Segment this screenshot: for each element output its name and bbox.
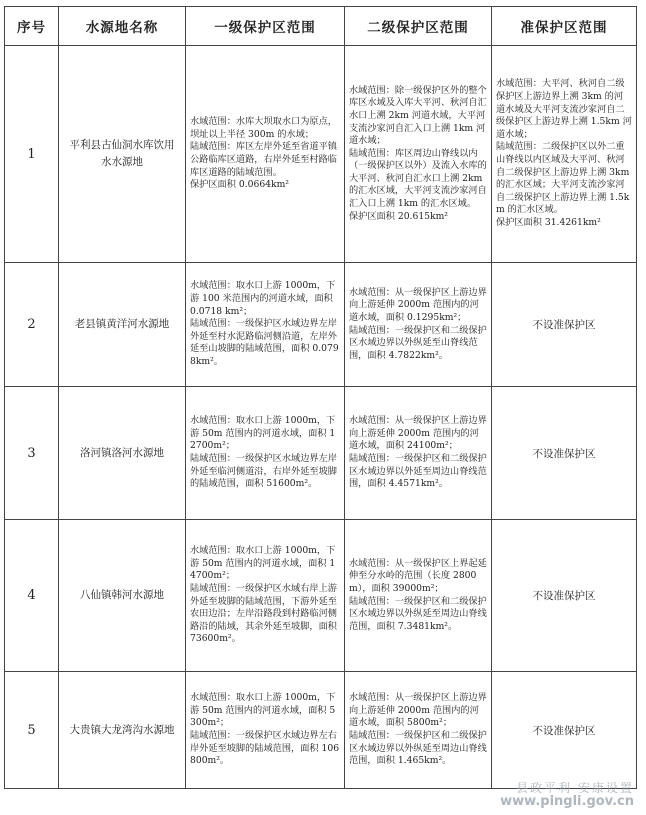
watermark-url: www.pingli.gov.cn bbox=[500, 794, 634, 809]
quasi-range: 不设准保护区 bbox=[492, 520, 637, 672]
row-index: 2 bbox=[5, 263, 59, 387]
water-source-protection-table bbox=[4, 6, 637, 789]
site-watermark bbox=[500, 781, 634, 809]
quasi-range: 水域范围：大平河、秋河自二级保护区上游边界上溯 3km 的河道水域及大平河支流沙家河自二级保护区上游边界上溯 1.5km 河道水域； 陆域范围：二级保护区以外二重山脊线以内区域及大平河、秋河自二级保护区上游边界上溯 3km 的汇水区域；大平河支流沙家河自二级保护区上游边界上溯 1.5km 的汇水区域。 保护区面积 31.4261km² bbox=[492, 46, 637, 263]
level1-range: 水域范围：取水口上游 1000m，下游 100 米范围内的河道水域，面积 0.0718 km²； 陆域范围：一级保护区水域边界左岸外延至村水泥路临河侧沿道，左岸外延至山坡脚的陆域范围，面积 0.0798km²。 bbox=[186, 263, 345, 387]
row-index: 5 bbox=[5, 672, 59, 789]
source-name: 八仙镇韩河水源地 bbox=[59, 520, 186, 672]
level1-range: 水域范围：取水口上游 1000m，下游 50m 范围内的河道水域，面积 5300m²； 陆域范围：一级保护区水域边界左右岸外延至坡脚的陆域范围，面积 106800m²。 bbox=[186, 672, 345, 789]
quasi-range: 不设准保护区 bbox=[492, 263, 637, 387]
level1-range: 水域范围：取水口上游 1000m，下游 50m 范围内的河道水域，面积 14700m²； 陆域范围：一级保护区水域右岸上游外延至坡脚的陆域范围，下游外延至农田边沿；左岸沿路段到村路临河侧路沿的陆域，其余外延至坡脚，面积 73600m²。 bbox=[186, 520, 345, 672]
level1-range: 水域范围：水库大坝取水口为原点，坝址以上半径 300m 的水域； 陆域范围：库区左岸外延至省道平镇公路临库区道路，右岸外延至村路临库区道路的陆域范围。 保护区面积 0.0664km² bbox=[186, 46, 345, 263]
table-row bbox=[5, 672, 637, 789]
level2-range: 水域范围：从一级保护区上游边界向上游延伸 2000m 范围内的河道水域，面积 5800m²； 陆域范围：一级保护区和二级保护区水域边界以外纵延至周边山脊线范围，面积 1.465km²。 bbox=[345, 672, 492, 789]
header-source-name: 水源地名称 bbox=[59, 7, 186, 46]
level2-range: 水域范围：从一级保护区上界起延伸至分水岭的范围（长度 2800m），面积 39000m²； 陆域范围：一级保护区和二级保护区水域边界以外纵延至周边山脊线范围，面积 7.3481km²。 bbox=[345, 520, 492, 672]
table-row bbox=[5, 46, 637, 263]
header-level1-range: 一级保护区范围 bbox=[186, 7, 345, 46]
level1-range: 水域范围：取水口上游 1000m，下游 50m 范围内的河道水域，面积 12700m²； 陆域范围：一级保护区水域边界左岸外延至临河侧道沿，右岸外延至坡脚的陆域范围，面积 51600m²。 bbox=[186, 387, 345, 520]
quasi-range: 不设准保护区 bbox=[492, 672, 637, 789]
header-quasi-range: 准保护区范围 bbox=[492, 7, 637, 46]
source-name: 平利县古仙洞水库饮用水水源地 bbox=[59, 46, 186, 263]
watermark-site-name: 县政平利 安康设置 bbox=[516, 781, 634, 795]
row-index: 1 bbox=[5, 46, 59, 263]
table-row bbox=[5, 387, 637, 520]
table-header-row bbox=[5, 7, 637, 46]
row-index: 4 bbox=[5, 520, 59, 672]
row-index: 3 bbox=[5, 387, 59, 520]
level2-range: 水域范围：从一级保护区上游边界向上游延伸 2000m 范围内的河道水域，面积 0.1295km²； 陆域范围：一级保护区和二级保护区水域边界以外纵延至山脊线范围，面积 4.7822km²。 bbox=[345, 263, 492, 387]
header-level2-range: 二级保护区范围 bbox=[345, 7, 492, 46]
quasi-range: 不设准保护区 bbox=[492, 387, 637, 520]
table-row bbox=[5, 520, 637, 672]
source-name: 老县镇黄洋河水源地 bbox=[59, 263, 186, 387]
source-name: 大贵镇大龙湾沟水源地 bbox=[59, 672, 186, 789]
source-name: 洛河镇洛河水源地 bbox=[59, 387, 186, 520]
header-index: 序号 bbox=[5, 7, 59, 46]
level2-range: 水域范围：除一级保护区外的整个库区水域及入库大平河、秋河自汇水口上溯 2km 河道水域，大平河支流沙家河自汇入口上溯 1km 河道水域； 陆域范围：库区周边山脊线以内（一级保护区以外）及流入水库的大平河、秋河自汇水口上溯 2km 的汇水区域，大平河支流沙家河自汇入口上溯 1km 的汇水区域。 保护区面积 20.615km² bbox=[345, 46, 492, 263]
table-row bbox=[5, 263, 637, 387]
level2-range: 水域范围：从一级保护区上游边界向上游延伸 2000m 范围内的河道水域，面积 24100m²； 陆域范围：一级保护区和二级保护区水域边界以外延至周边山脊线范围，面积 4.4571km²。 bbox=[345, 387, 492, 520]
